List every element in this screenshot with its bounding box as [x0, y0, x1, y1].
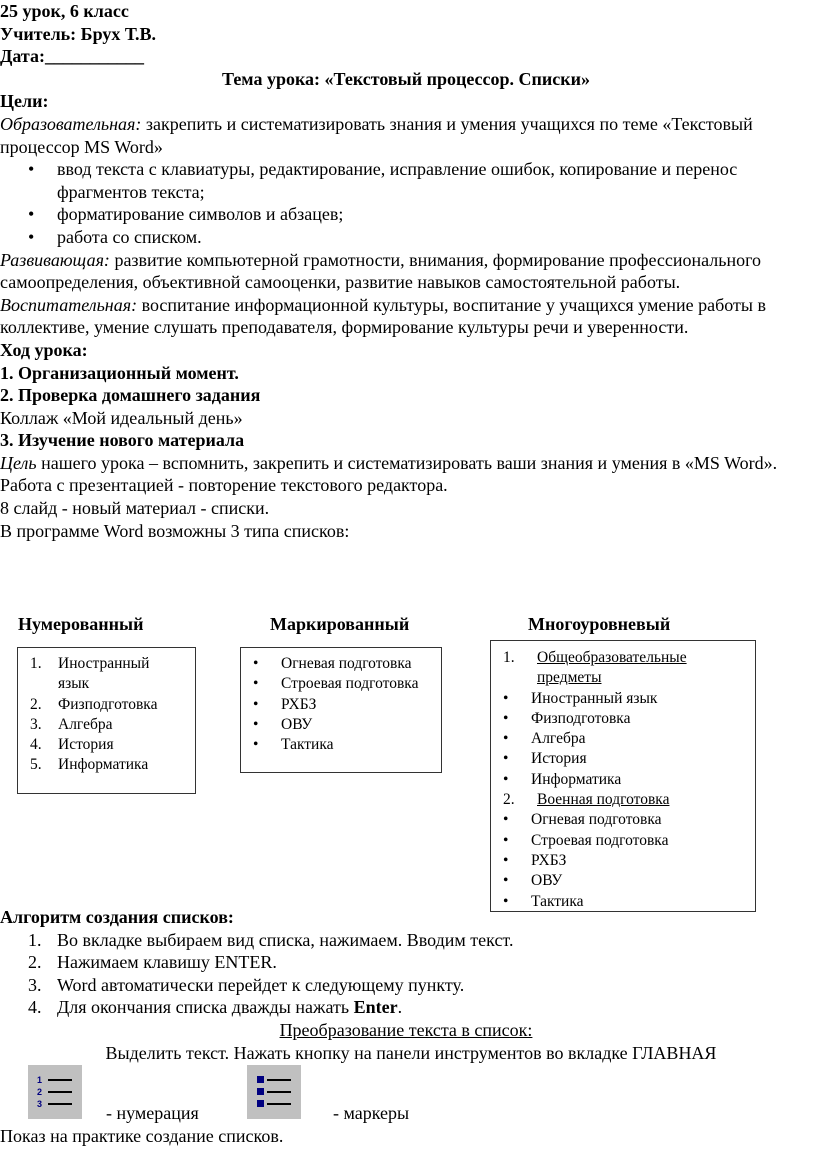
paragraph: Работа с презентацией - повторение текстового редактора.	[0, 475, 448, 496]
list-item	[491, 831, 735, 851]
list-text: Физподготовка	[531, 709, 631, 727]
dev-label: Развивающая:	[0, 249, 110, 270]
list-marker: •	[503, 770, 509, 788]
list-text: Во вкладке выбираем вид списка, нажимаем. Вводим текст.	[57, 929, 514, 950]
bullet-icon: •	[253, 715, 259, 733]
list-marker: 4.	[30, 736, 42, 754]
course-title: Ход урока:	[0, 339, 88, 360]
list-text: Общеобразовательные предметы	[537, 649, 687, 687]
algorithm-step	[0, 996, 812, 1019]
list-marker: •	[503, 689, 509, 707]
list-text: Огневая подготовка	[281, 655, 412, 672]
list-item	[241, 695, 437, 715]
list-item	[18, 735, 177, 755]
convert-text: Выделить текст. Нажать кнопку на панели инструментов во вкладке ГЛАВНАЯ	[105, 1042, 717, 1063]
list-marker: •	[503, 831, 509, 849]
edu-text: закрепить и систематизировать знания и умения учащихся по теме «Текстовый процессор MS Word»	[0, 113, 753, 157]
list-marker: •	[503, 892, 509, 910]
svg-text:2: 2	[37, 1087, 43, 1097]
list-text: История	[58, 736, 114, 754]
list-item	[491, 810, 735, 830]
list-marker: 5.	[30, 756, 42, 774]
upb-text: воспитание информационной культуры, воспитание у учащихся умение работы в коллективе, умение слушать преподавателя, формирование культуры речи и уверенности.	[0, 294, 766, 338]
list-item	[18, 715, 177, 735]
list-item	[241, 715, 437, 735]
goal-label: Цель	[0, 452, 37, 473]
step-number: 4.	[28, 997, 42, 1018]
list-marker: 1.	[28, 929, 42, 950]
list-text: Строевая подготовка	[531, 831, 669, 849]
list-text: Строевая подготовка	[281, 675, 419, 693]
list-marker: 2.	[30, 695, 42, 713]
list-text: Нажимаем клавишу ENTER.	[57, 952, 277, 973]
algorithm-section	[0, 906, 812, 1064]
list-item	[18, 755, 177, 775]
edu-label: Образовательная:	[0, 113, 142, 134]
list-text: Информатика	[58, 756, 149, 774]
list-item	[491, 851, 735, 871]
list-marker: 3.	[28, 974, 42, 995]
list-marker: •	[503, 872, 509, 890]
list-marker: •	[503, 750, 509, 768]
list-item	[491, 709, 735, 729]
bullet-icon: •	[253, 655, 259, 672]
paragraph: 8 слайд - новый материал - списки.	[0, 498, 270, 519]
numbering-label: - нумерация	[106, 1103, 199, 1123]
document-body	[0, 0, 812, 542]
list-item	[0, 974, 812, 997]
list-text: Тактика	[281, 736, 334, 754]
goals-title: Цели:	[0, 91, 49, 112]
list-marker: 3.	[30, 715, 42, 733]
list-item	[241, 654, 437, 674]
teacher: Учитель: Брух Т.В.	[0, 23, 157, 44]
list-text: РХБЗ	[281, 695, 317, 713]
numbered-title: Нумерованный	[18, 614, 144, 634]
step-1: 1. Организационный момент.	[0, 362, 239, 383]
list-text: Алгебра	[58, 715, 113, 733]
multilevel-list-box	[490, 640, 756, 912]
bullet-icon: •	[253, 675, 259, 693]
list-marker: •	[503, 851, 509, 869]
bullet-icon: •	[253, 695, 259, 713]
edu-item: • форматирование символов и абзацев;	[0, 203, 812, 226]
list-item	[241, 735, 437, 755]
numbering-button-icon	[28, 1065, 82, 1119]
list-item	[491, 871, 735, 891]
algorithm-title: Алгоритм создания списков:	[0, 907, 234, 927]
list-item	[491, 648, 735, 689]
list-text: Информатика	[531, 770, 622, 788]
bulleted-list-box	[240, 647, 442, 773]
goal-text: нашего урока – вспомнить, закрепить и систематизировать ваши знания и умения в «MS Word».	[36, 452, 778, 473]
bulleted-title: Маркированный	[270, 614, 410, 634]
step-2-text: Коллаж «Мой идеальный день»	[0, 407, 243, 428]
numbered-list-box	[17, 647, 196, 794]
list-text: РХБЗ	[531, 851, 567, 869]
upb-label: Воспитательная:	[0, 294, 138, 315]
list-text: ОВУ	[531, 872, 563, 890]
list-item	[18, 654, 177, 695]
step-3: 3. Изучение нового материала	[0, 430, 245, 451]
list-text: История	[531, 750, 587, 768]
list-marker: 1.	[30, 655, 42, 672]
step-end: .	[397, 997, 403, 1018]
bullets-label: - маркеры	[333, 1103, 410, 1123]
bullets-button-icon	[247, 1065, 301, 1119]
list-marker: 1.	[503, 649, 515, 666]
svg-text:1: 1	[37, 1075, 43, 1085]
list-text: ОВУ	[281, 715, 313, 733]
svg-text:3: 3	[37, 1099, 43, 1109]
list-text: Тактика	[531, 892, 584, 910]
list-text: Иностранный язык	[531, 689, 658, 707]
list-item	[0, 929, 812, 952]
convert-title: Преобразование текста в список:	[279, 1019, 533, 1040]
list-marker: •	[503, 730, 509, 748]
step-text: Для окончания списка дважды нажать	[57, 997, 354, 1018]
list-text: Огневая подготовка	[531, 811, 662, 829]
list-item	[491, 729, 735, 749]
list-item	[491, 770, 735, 790]
list-item	[241, 674, 437, 694]
list-item	[491, 790, 735, 810]
date-field: Дата:___________	[0, 46, 144, 67]
edu-item: • работа со списком.	[0, 226, 812, 249]
dev-text: развитие компьютерной грамотности, внимания, формирование профессионального самоопределения, объективной самооценки, развитие навыков самостоятельной работы.	[0, 249, 762, 293]
paragraph: В программе Word возможны 3 типа списков:	[0, 520, 350, 541]
list-marker: •	[503, 811, 509, 829]
list-marker: 2.	[503, 791, 515, 809]
list-text: Алгебра	[531, 730, 586, 748]
list-item	[0, 951, 812, 974]
footer-text: Показ на практике создание списков.	[0, 1126, 284, 1146]
list-item	[491, 689, 735, 709]
list-text: Иностранный язык	[58, 655, 150, 693]
edu-item: • ввод текста с клавиатуры, редактирование, исправление ошибок, копирование и перенос фрагментов текста;	[0, 158, 812, 203]
lesson-number: 25 урок, 6 класс	[0, 1, 129, 21]
list-item	[18, 695, 177, 715]
list-item	[491, 749, 735, 769]
list-text: Военная подготовка	[537, 791, 670, 809]
enter-key-text: Enter	[353, 997, 398, 1018]
step-2: 2. Проверка домашнего задания	[0, 385, 261, 406]
multilevel-title: Многоуровневый	[528, 614, 671, 634]
bullet-icon: •	[253, 736, 259, 754]
lesson-topic: Тема урока: «Текстовый процессор. Списки»	[222, 68, 590, 89]
list-marker: •	[503, 709, 509, 727]
list-marker: 2.	[28, 952, 42, 973]
list-text: Word автоматически перейдет к следующему пункту.	[57, 974, 465, 995]
list-text: Физподготовка	[58, 695, 158, 713]
